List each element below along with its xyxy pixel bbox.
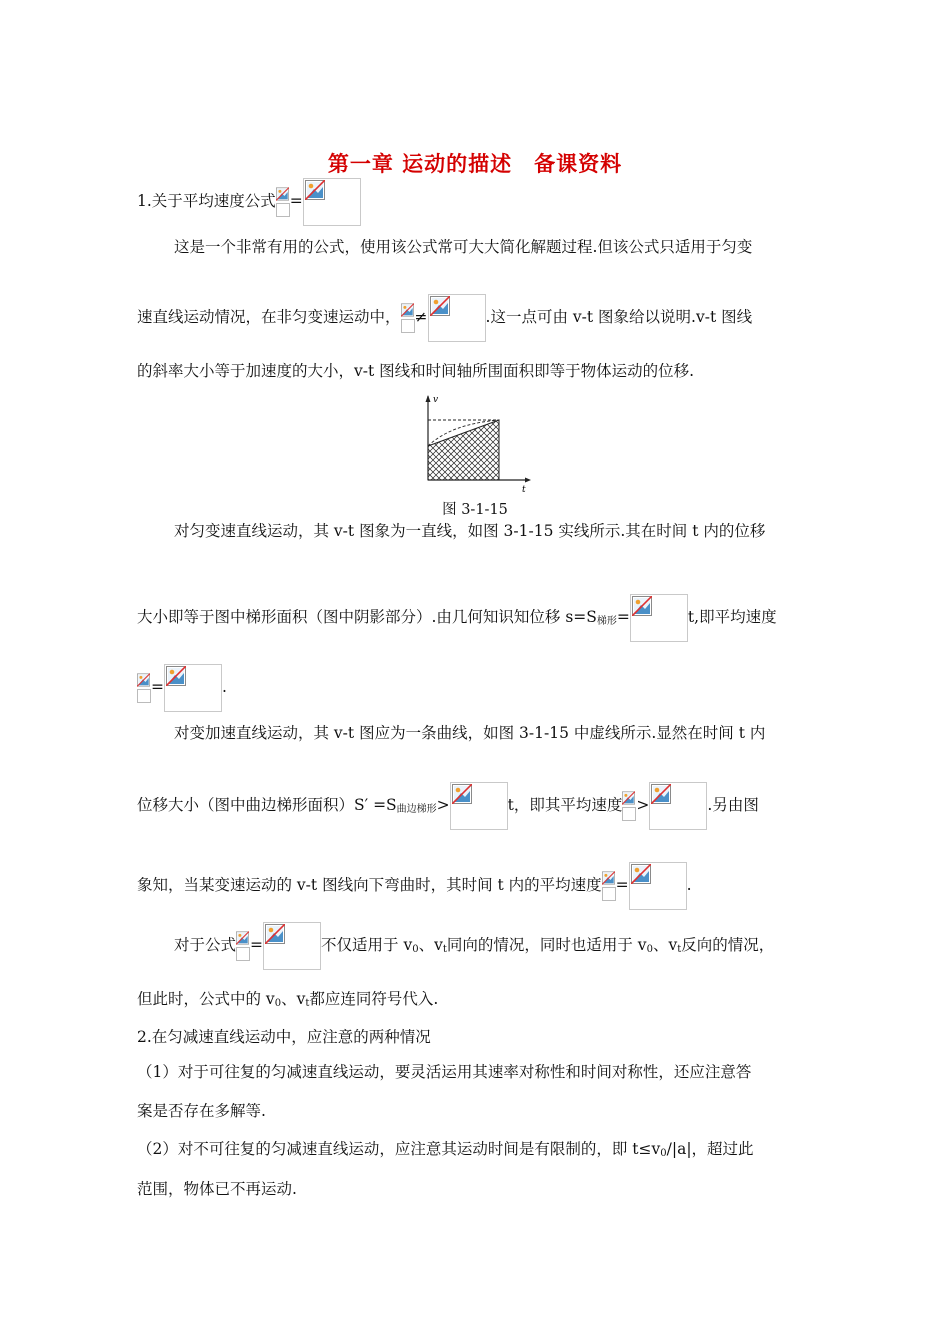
subscript: 0 (412, 944, 419, 955)
paragraph-line (137, 594, 777, 642)
equals-sign: = (151, 678, 164, 697)
v-axis-label: v (433, 395, 439, 405)
formula-image-placeholder (137, 673, 151, 703)
paragraph-text: （1）对于可往复的匀减速直线运动，要灵活运用其速率对称性和时间对称性，还应注意答 (137, 1063, 752, 1081)
not-equal-sign: ≠ (414, 308, 428, 327)
formula-image-placeholder (450, 782, 508, 830)
broken-image-icon (631, 864, 651, 884)
broken-image-icon (401, 303, 414, 317)
formula-image-placeholder (401, 303, 415, 333)
subscript: t (677, 944, 682, 955)
figure-caption: 图 3-1-15 (442, 502, 508, 518)
paragraph-text: 速直线运动情况，在非匀变速运动中， (137, 308, 401, 326)
paragraph-text: 但此时，公式中的 v (137, 990, 275, 1008)
formula-image-placeholder (303, 178, 361, 226)
paragraph-line (137, 782, 759, 830)
formula-image-placeholder (630, 594, 688, 642)
formula-image-placeholder (649, 782, 707, 830)
section-2-heading: 2.在匀减速直线运动中，应注意的两种情况 (137, 1028, 431, 1046)
formula-image-placeholder (236, 931, 250, 961)
paragraph-text: 这是一个非常有用的公式，使用该公式常可大大简化解题过程.但该公式只适用于匀变 (174, 238, 753, 256)
broken-image-icon (166, 666, 186, 686)
formula-image-placeholder (602, 871, 616, 901)
paragraph-text: 、v (281, 990, 306, 1008)
vt-graph-figure (421, 388, 531, 498)
paragraph-text: 大小即等于图中梯形面积（图中阴影部分）.由几何知识知位移 s=S (137, 608, 597, 626)
greater-than-sign: > (436, 796, 450, 815)
paragraph-text: 、v (652, 936, 678, 954)
broken-image-icon (265, 924, 285, 944)
subscript: 0 (274, 998, 282, 1009)
equals-sign: = (615, 876, 629, 895)
paragraph-line (137, 862, 692, 910)
period: . (222, 678, 227, 696)
paragraph-text: （2）对不可往复的匀减速直线运动，应注意其运动时间是有限制的，即 t≤v (137, 1140, 661, 1158)
paragraph-line (137, 992, 438, 1009)
equals-sign: = (616, 608, 630, 627)
t-axis-label: t (522, 485, 526, 495)
broken-image-icon (651, 784, 671, 804)
equals-sign: = (250, 936, 264, 955)
paragraph-text: 案是否存在多解等. (137, 1102, 266, 1120)
paragraph-text: t,即平均速度 (687, 608, 777, 626)
section-1-heading (137, 178, 361, 226)
subscript: 梯形 (596, 616, 617, 627)
paragraph-text: 、v (418, 936, 443, 954)
broken-image-icon (137, 673, 150, 687)
paragraph-text: 不仅适用于 v (321, 936, 413, 954)
broken-image-icon (622, 791, 635, 805)
paragraph-line (174, 922, 774, 970)
paragraph-line (137, 664, 227, 712)
broken-image-icon (236, 931, 249, 945)
formula-image-placeholder (428, 294, 486, 342)
formula-image-placeholder (263, 922, 321, 970)
equals-sign: = (289, 192, 303, 211)
paragraph-text: 对于公式 (174, 936, 237, 954)
paragraph-text: 象知，当某变速运动的 v-t 图线向下弯曲时，其时间 t 内的平均速度 (137, 876, 602, 894)
paragraph-text: /|a|，超过此 (666, 1140, 754, 1158)
broken-image-icon (602, 871, 615, 885)
greater-than-sign: > (636, 796, 650, 815)
paragraph-text: 对匀变速直线运动，其 v-t 图象为一直线，如图 3-1-15 实线所示.其在时间 t 内的位移 (174, 522, 766, 540)
paragraph-text: 位移大小（图中曲边梯形面积）S′ =S (137, 796, 397, 814)
paragraph-text: 都应连同符号代入. (309, 990, 439, 1008)
formula-image-placeholder (629, 862, 687, 910)
paragraph-text: 范围，物体已不再运动. (137, 1180, 297, 1198)
broken-image-icon (632, 596, 652, 616)
trapezoid-shaded-area (428, 420, 499, 480)
broken-image-icon (452, 784, 472, 804)
formula-image-placeholder (276, 187, 290, 217)
paragraph-line (137, 1142, 754, 1159)
paragraph-text: t，即其平均速度 (507, 796, 623, 814)
paragraph-text: .另由图 (707, 796, 759, 814)
subscript: t (442, 944, 447, 955)
paragraph-text: 反向的情况， (681, 936, 775, 954)
subscript: t (305, 998, 310, 1009)
period: . (686, 876, 692, 894)
paragraph-text: 对变加速直线运动，其 v-t 图应为一条曲线，如图 3-1-15 中虚线所示.显然在时间 t 内 (174, 724, 766, 742)
paragraph-text: 的斜率大小等于加速度的大小，v-t 图线和时间轴所围面积即等于物体运动的位移. (137, 362, 695, 380)
paragraph-text: .这一点可由 v-t 图象给以说明.v-t 图线 (485, 308, 753, 326)
broken-image-icon (430, 296, 450, 316)
formula-image-placeholder (622, 791, 636, 821)
subscript: 曲边梯形 (396, 804, 437, 815)
broken-image-icon (276, 187, 289, 201)
document-title: 第一章 运动的描述 备课资料 (327, 152, 623, 176)
section-1-heading-text: 1.关于平均速度公式 (137, 192, 276, 210)
subscript: 0 (646, 944, 653, 955)
subscript: 0 (660, 1148, 667, 1159)
formula-image-placeholder (164, 664, 222, 712)
paragraph-line (137, 294, 752, 342)
broken-image-icon (305, 180, 325, 200)
paragraph-text: 同向的情况，同时也适用于 v (446, 936, 647, 954)
